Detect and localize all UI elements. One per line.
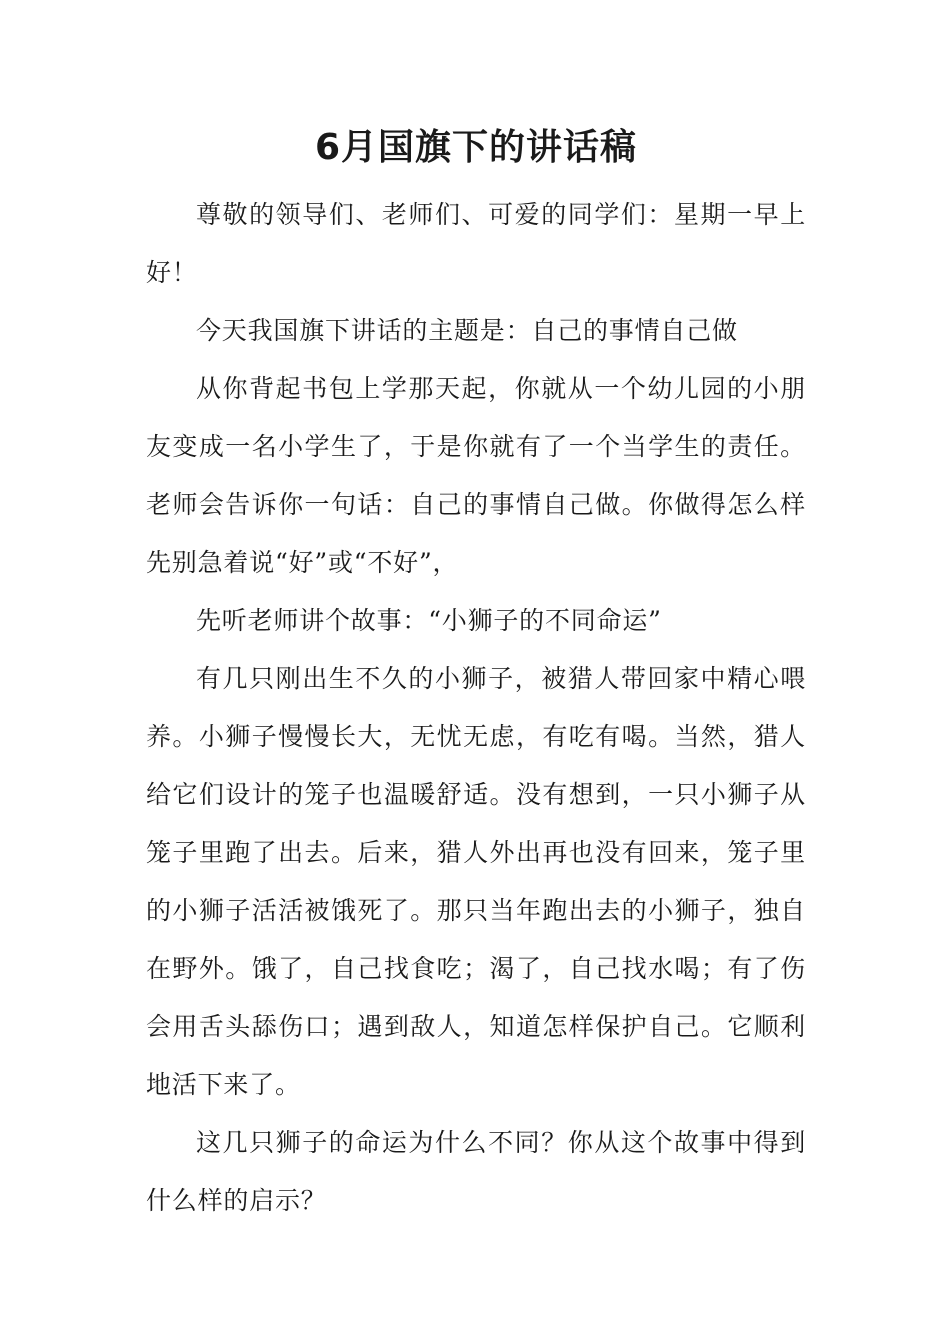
paragraph-topic: 今天我国旗下讲话的主题是：自己的事情自己做 — [196, 316, 738, 345]
paragraph-lion-story: 有几只刚出生不久的小狮子，被猎人带回家中精心喂养。小狮子慢慢长大，无忧无虑，有吃有喝。当然，猎人给它们设计的笼子也温暖舒适。没有想到，一只小狮子从笼子里跑了出去。后来，猎人外出再也没有回来，笼子里的小狮子活活被饿死了。那只当年跑出去的小狮子，独自在野外。饿了，自己找食吃；渴了，自己找水喝；有了伤会用舌头舔伤口；遇到敌人，知道怎样保护自己。它顺利地活下来了。 — [146, 664, 806, 1099]
paragraph-question: 这几只狮子的命运为什么不同？你从这个故事中得到什么样的启示？ — [146, 1128, 806, 1215]
paragraph-responsibility: 从你背起书包上学那天起，你就从一个幼儿园的小朋友变成一名小学生了，于是你就有了一个当学生的责任。老师会告诉你一句话：自己的事情自己做。你做得怎么样先别急着说“好”或“不好”， — [146, 374, 806, 577]
document-title: 6月国旗下的讲话稿 — [314, 127, 638, 168]
paragraph-story-intro: 先听老师讲个故事：“小狮子的不同命运” — [196, 606, 662, 635]
paragraph-greeting: 尊敬的领导们、老师们、可爱的同学们：星期一早上好！ — [146, 200, 806, 287]
